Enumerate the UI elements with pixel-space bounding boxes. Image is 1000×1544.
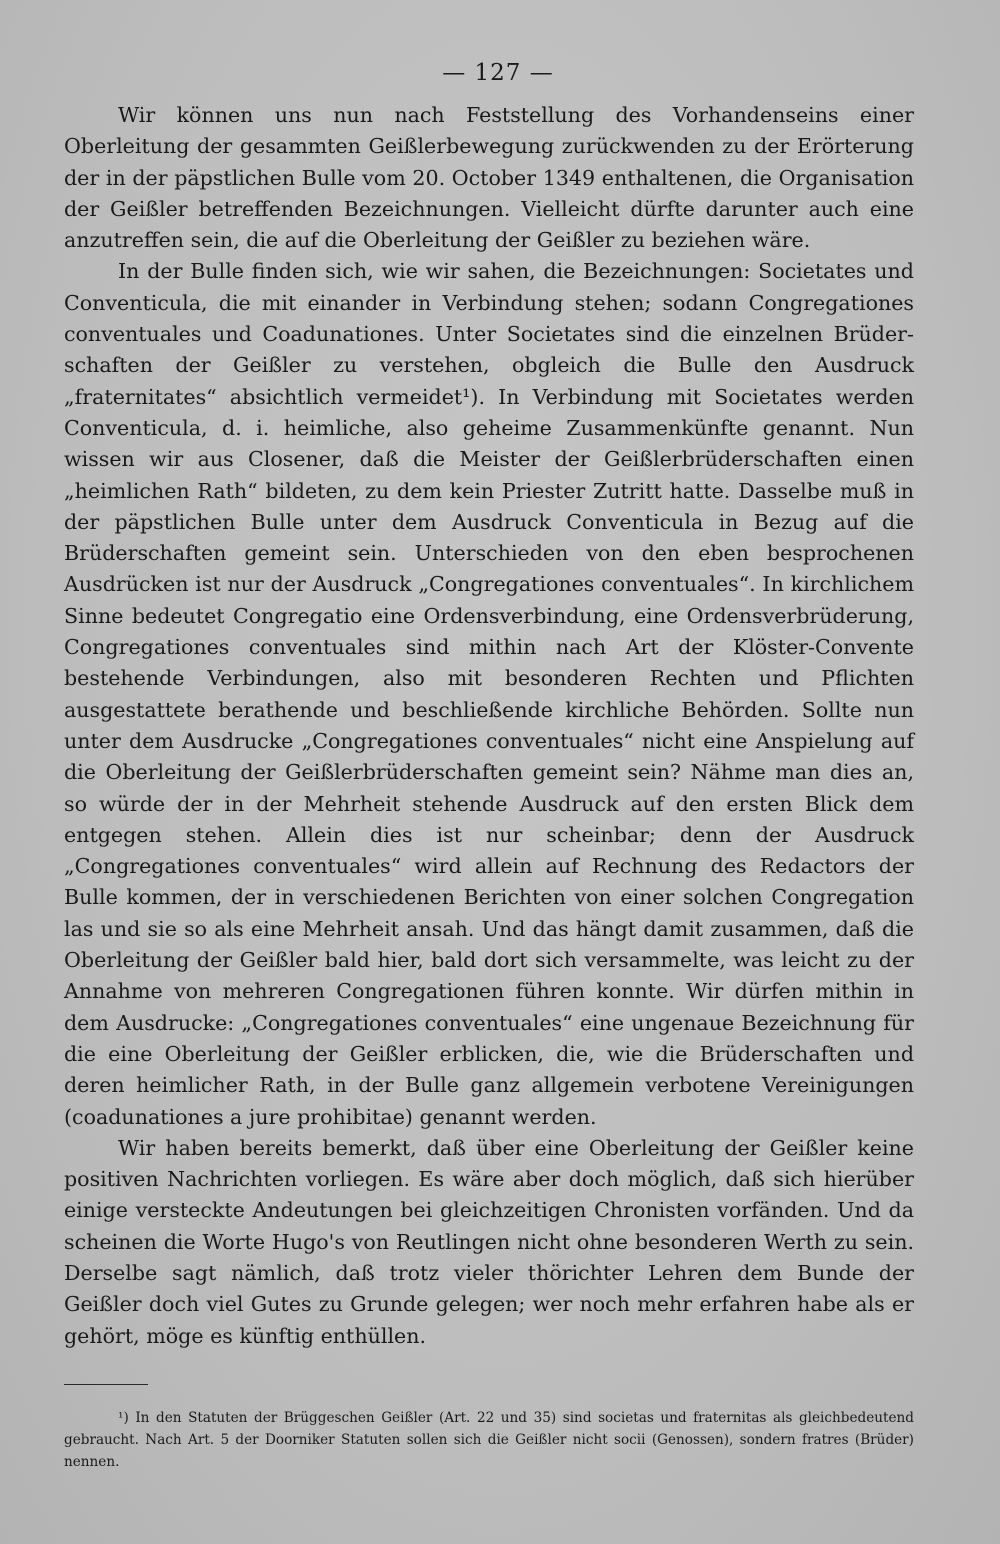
footnote: ¹) In den Statuten der Brüggeschen Geißler (Art. 22 und 35) sind societas und fraternitas als gleichbedeutend gebraucht. Nach Art. 5 der Doorniker Statuten sollen sich die Geißler nicht socii (Genossen), sondern fratres (Brüder) nennen. <box>64 1409 914 1470</box>
paragraph-2: In der Bulle finden sich, wie wir sahen, die Bezeichnungen: Societates und Conventicula, die mit einander in Verbindung stehen; sodann Congregationes conventuales und Coadunationes. Unter Societates sind die einzelnen Brüderschaften der Geißler zu verstehen, obgleich die Bulle den Ausdruck „fraternitates“ absichtlich vermeidet¹). In Verbindung mit Societates werden Conventicula, d. i. heimliche, also geheime Zusammenkünfte genannt. Nun wissen wir aus Closener, daß die Meister der Geißlerbrüderschaften einen „heimlichen Rath“ bildeten, zu dem kein Priester Zutritt hatte. Dasselbe muß in der päpstlichen Bulle unter dem Ausdruck Conventicula in Bezug auf die Brüderschaften gemeint sein. Unterschieden von den eben besprochenen Ausdrücken ist nur der Ausdruck „Congregationes conventuales“. In kirchlichem Sinne bedeutet Congregatio eine Ordensverbindung, eine Ordensverbrüderung, Congregationes conventuales sind mithin nach Art der Klöster-Convente bestehende Verbindungen, also mit besonderen Rechten und Pflichten ausgestattete berathende und beschließende kirchliche Behörden. Sollte nun unter dem Ausdrucke „Congregationes conventuales“ nicht eine Anspielung auf die Oberleitung der Geißlerbrüderschaften gemeint sein? Nähme man dies an, so würde der in der Mehrheit stehende Ausdruck auf den ersten Blick dem entgegen stehen. Allein dies ist nur scheinbar; denn der Ausdruck „Congregationes conventuales“ wird allein auf Rechnung des Redactors der Bulle kommen, der in verschiedenen Berichten von einer solchen Congregation las und sie so als eine Mehrheit ansah. Und das hängt damit zusammen, daß die Oberleitung der Geißler bald hier, bald dort sich versammelte, was leicht zu der Annahme von mehreren Congregationen führen konnte. Wir dürfen mithin in dem Ausdrucke: „Congregationes conventuales“ eine ungenaue Bezeichnung für die eine Oberleitung der Geißler erblicken, die, wie die Brüderschaften und deren heimlicher Rath, in der Bulle ganz allgemein verbotene Vereinigungen (coadunationes a jure prohibitae) genannt werden. <box>64 259 914 1129</box>
page-number: — 127 — <box>442 60 554 86</box>
body-text <box>64 100 914 1352</box>
footnote-divider <box>64 1384 148 1385</box>
paragraph-3: Wir haben bereits bemerkt, daß über eine Oberleitung der Geißler keine positiven Nachrichten vorliegen. Es wäre aber doch möglich, daß sich hierüber einige versteckte Andeutungen bei gleichzeitigen Chronisten vorfänden. Und da scheinen die Worte Hugo's von Reutlingen nicht ohne besonderen Werth zu sein. Derselbe sagt nämlich, daß trotz vieler thörichter Lehren dem Bunde der Geißler doch viel Gutes zu Grunde gelegen; wer noch mehr erfahren habe als er gehört, möge es künftig enthüllen. <box>64 1135 914 1348</box>
paragraph-1: Wir können uns nun nach Feststellung des Vorhandenseins einer Oberleitung der gesammten Geißlerbewegung zurückwenden zu der Erörterung der in der päpstlichen Bulle vom 20. October 1349 enthaltenen, die Organisation der Geißler betreffenden Bezeichnungen. Vielleicht dürfte darunter auch eine anzutreffen sein, die auf die Oberleitung der Geißler zu beziehen wäre. <box>64 103 914 253</box>
